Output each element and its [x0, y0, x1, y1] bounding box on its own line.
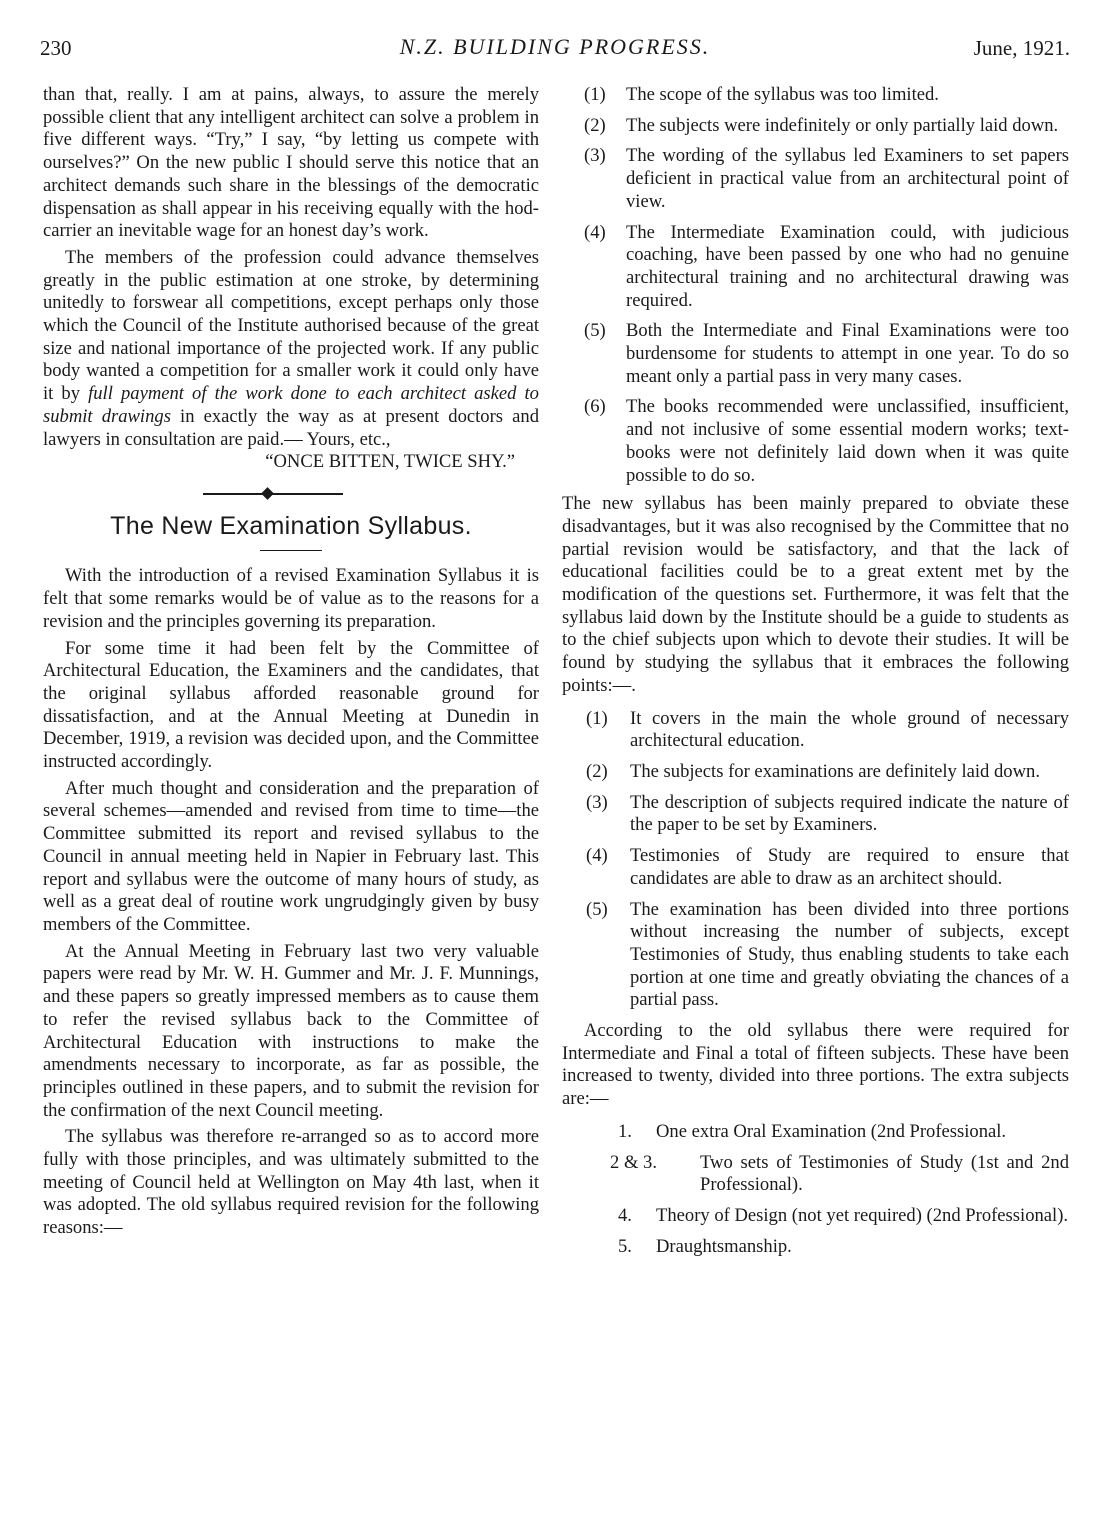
points-list [562, 708, 1069, 1012]
list-item-text: Both the Intermediate and Final Examinations were too burdensome for students to attempt in one year. To do so meant only a partial pass in very many cases. [626, 320, 1069, 387]
list-item [562, 320, 1069, 388]
list-item-number: (3) [586, 791, 608, 813]
list-item-text: Two sets of Testimonies of Study (1st and 2nd Professional). [700, 1151, 1069, 1196]
list-item-text: Testimonies of Study are required to ensure that candidates are able to draw as an architect should. [630, 845, 1069, 889]
list-item-text: The subjects for examinations are definitely laid down. [630, 760, 1040, 782]
list-item-number: (5) [586, 898, 608, 920]
list-item-text: Theory of Design (not yet required) (2nd Professional). [656, 1204, 1069, 1226]
list-item-number: (2) [584, 114, 606, 136]
right-column [562, 84, 1069, 1258]
article-paragraph: At the Annual Meeting in February last two very valuable papers were read by Mr. W. H. Gummer and Mr. J. F. Munnings, and these papers so greatly impressed members as to cause them to refer the revised syllabus back to the Committee of Architectural Education with instructions to make the amendments necessary to incorporate, as far as possible, the principles outlined in these papers, and to submit the revision for the confirmation of the next Council meeting. [43, 940, 539, 1121]
list-item-text: The examination has been divided into three portions without increasing the number of subjects, except Testimonies of Study, thus enabling students to take each portion at one time and greatly obviating the chances of a partial pass. [630, 898, 1069, 1011]
letter-paragraph [43, 247, 539, 451]
list-item-number: 1. [618, 1120, 632, 1142]
list-item-number: 4. [618, 1204, 632, 1226]
list-item-text: It covers in the main the whole ground of necessary architectural education. [630, 707, 1069, 752]
extra-subjects-list [562, 1121, 1069, 1259]
title-rule [260, 550, 322, 552]
list-item-text: The books recommended were unclassified, insufficient, and not inclusive of some essential modern works; text-books were not definitely laid down when it was quite possible to do so. [626, 396, 1069, 486]
list-item-text: The description of subjects required indicate the nature of the paper to be set by Examiners. [630, 791, 1069, 836]
list-item-text: The wording of the syllabus led Examiners to set papers deficient in practical value from an architectural point of view. [626, 145, 1069, 212]
article-paragraph: According to the old syllabus there were required for Intermediate and Final a total of fifteen subjects. These have been increased to twenty, divided into three portions. The extra subjects are:— [562, 1020, 1069, 1110]
list-item-text: Draughtsmanship. [656, 1235, 792, 1257]
article-paragraph: With the introduction of a revised Examination Syllabus it is felt that some remarks would be of value as to the reasons for a revision and the principles governing its preparation. [43, 565, 539, 632]
page-header [40, 28, 1070, 64]
letter-signature: “ONCE BITTEN, TWICE SHY.” [265, 451, 515, 473]
list-item [562, 708, 1069, 753]
list-item-number: 2 & 3. [610, 1151, 658, 1173]
list-item-number: (2) [586, 760, 608, 782]
list-item-text: One extra Oral Examination (2nd Professional. [656, 1120, 1007, 1142]
list-item [562, 1205, 1069, 1228]
article-paragraph: The syllabus was therefore re-arranged so as to accord more fully with those principles, and was ultimately submitted to the meeting of Council held at Wellington on May 4th last, when it was adopted. The old syllabus required revision for the following reasons:— [43, 1126, 539, 1239]
list-item [562, 761, 1069, 784]
letter-paragraph: than that, really. I am at pains, always, to assure the merely possible client that any intelligent architect can solve a problem in five different ways. “Try,” I say, “by letting us compete with ourselves?” On the new public I should serve this notice that an architect demands such share in the blessings of the democratic dispensation as shall appear in his receiving equally with the hod-carrier an inevitable wage for an honest day’s work. [43, 84, 539, 242]
list-item [562, 1152, 1069, 1197]
issue-date: June, 1921. [973, 36, 1070, 60]
article-title: The New Examination Syllabus. [110, 511, 472, 540]
list-item [562, 1236, 1069, 1259]
list-item-number: (5) [584, 320, 606, 342]
list-item-text: The subjects were indefinitely or only partially laid down. [626, 114, 1059, 136]
article-paragraph: The new syllabus has been mainly prepared to obviate these disadvantages, but it was also recognised by the Committee that no partial revision would be satisfactory, and that the lack of educational facilities could be to a great extent met by the modification of the questions set. Furthermore, it was felt that the syllabus laid down by the Institute should be a guide to students as to the chief subjects upon which to devote their studies. It will be found by studying the syllabus that it embraces the following points:—. [562, 493, 1069, 696]
divider-diamond [261, 487, 274, 500]
list-item-text: The scope of the syllabus was too limited. [626, 84, 939, 105]
letter-emphasis: full payment of the work done to each architect asked to submit drawings [43, 383, 539, 427]
article-paragraph: After much thought and consideration and the preparation of several schemes—amended and revised from time to time—the Committee submitted its report and revised syllabus to the Council in annual meeting held in Napier in February last. This report and syllabus were the outcome of many hours of study, as well as a great deal of routine work ungrudgingly given by busy members of the Committee. [43, 777, 539, 935]
list-item [562, 145, 1069, 213]
letter-text: The members of the profession could advance themselves greatly in the public estimation at one stroke, by determining unitedly to forswear all competitions, except perhaps only those which the Council of the Institute authorised because of the great size and national importance of the projected work. If any public body wanted a competition for a smaller work it could only have it by [43, 246, 539, 405]
list-item [562, 1121, 1069, 1144]
list-item [562, 792, 1069, 837]
list-item-text: The Intermediate Examination could, with judicious coaching, have been passed by one who had no genuine architectural training and no architectural drawing was required. [626, 221, 1069, 311]
list-item [562, 845, 1069, 890]
list-item [562, 396, 1069, 487]
list-item-number: (1) [584, 84, 606, 105]
list-item [562, 222, 1069, 313]
letter-text: in exactly the way as at present doctors and lawyers in consultation are paid.— Yours, etc., [43, 405, 539, 450]
reasons-list [562, 84, 1069, 487]
list-item [562, 84, 1069, 107]
left-column [43, 84, 539, 1240]
list-item-number: (6) [584, 396, 606, 418]
list-item-number: 5. [618, 1235, 632, 1257]
list-item-number: (3) [584, 145, 606, 167]
list-item [562, 115, 1069, 138]
list-item [562, 899, 1069, 1013]
page-number: 230 [40, 36, 72, 60]
list-item-number: (1) [586, 707, 608, 729]
ornamental-divider [43, 482, 539, 504]
list-item-number: (4) [584, 221, 606, 243]
publication-title: N.Z. BUILDING PROGRESS. [399, 34, 711, 59]
article-paragraph: For some time it had been felt by the Committee of Architectural Education, the Examiners and the candidates, that the original syllabus afforded reasonable ground for dissatisfaction, and at the Annual Meeting at Dunedin in December, 1919, a revision was decided upon, and the Committee instructed accordingly. [43, 637, 539, 773]
list-item-number: (4) [586, 845, 608, 867]
